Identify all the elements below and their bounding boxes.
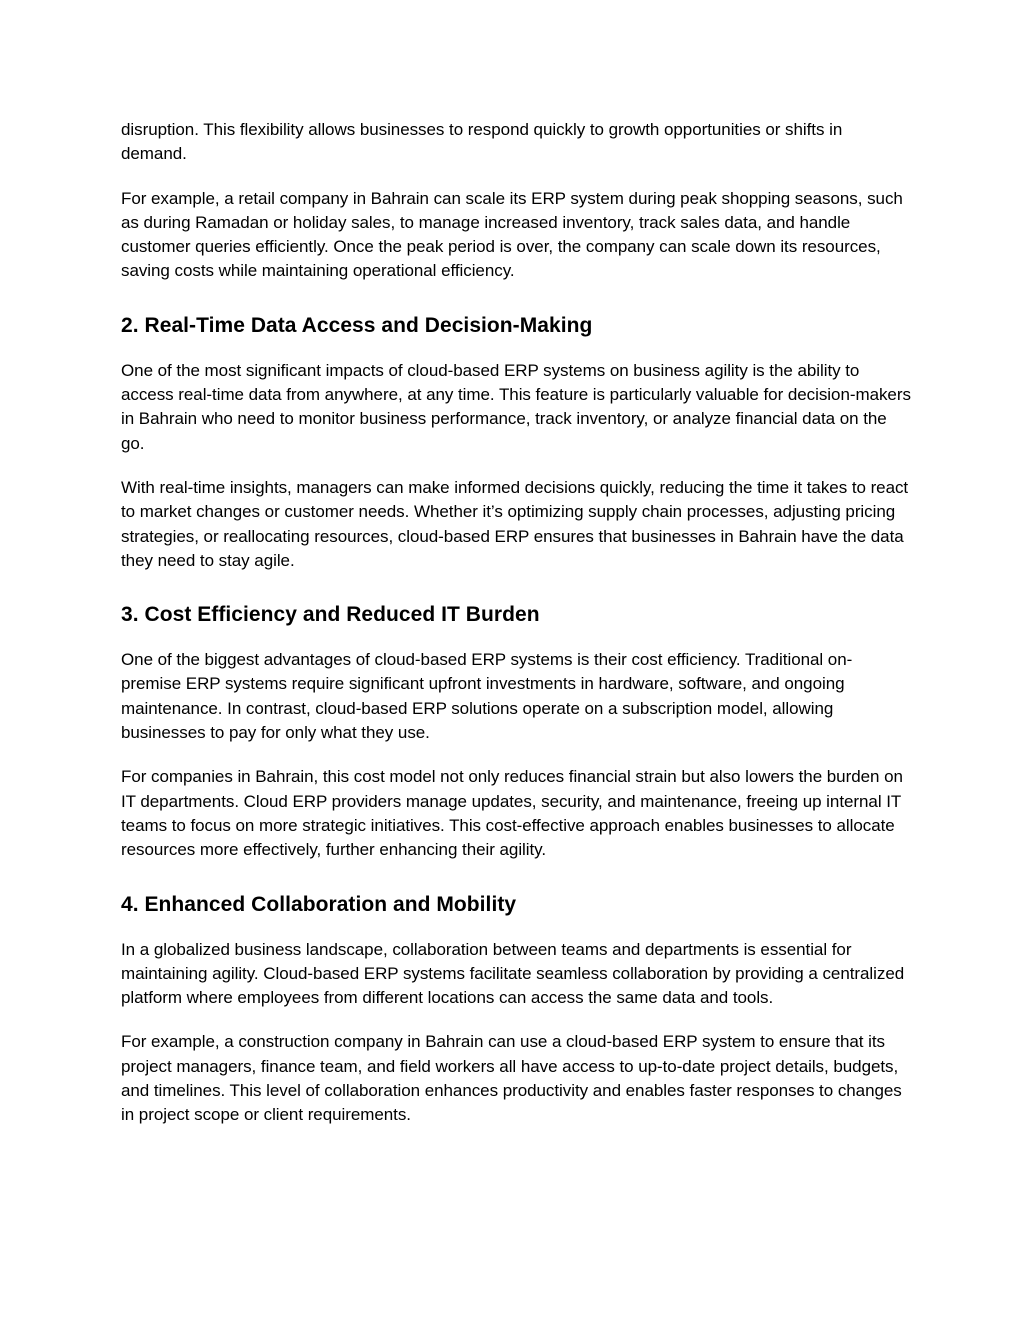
paragraph-collaboration-global: In a globalized business landscape, collaboration between teams and departments is essential for maintaining agility. Cloud-based ERP systems facilitate seamless collaboration by providing a centralized platform where employees from different locations can access the same data and tools. <box>121 939 905 1008</box>
heading-real-time-data: 2. Real-Time Data Access and Decision-Making <box>121 313 593 337</box>
paragraph-disruption: disruption. This flexibility allows businesses to respond quickly to growth opportunities or shifts in demand. <box>121 120 843 164</box>
paragraph-cost-advantages: One of the biggest advantages of cloud-based ERP systems is their cost efficiency. Traditional on-premise ERP systems require significant upfront investments in hardware, software, and ongoing maintenance. In contrast, cloud-based ERP solutions operate on a subscription model, allowing businesses to pay for only what they use. <box>121 650 853 743</box>
paragraph-construction-example: For example, a construction company in Bahrain can use a cloud-based ERP system to ensure that its project managers, finance team, and field workers all have access to up-to-date project details, budgets, and timelines. This level of collaboration enhances productivity and enables faster responses to changes in project scope or client requirements. <box>121 1032 902 1125</box>
paragraph-retail-example: For example, a retail company in Bahrain can scale its ERP system during peak shopping seasons, such as during Ramadan or holiday sales, to manage increased inventory, track sales data, and handle customer queries efficiently. Once the peak period is over, the company can scale down its resources, saving costs while maintaining operational efficiency. <box>121 188 903 281</box>
paragraph-real-time-insights: With real-time insights, managers can make informed decisions quickly, reducing the time it takes to react to market changes or customer needs. Whether it’s optimizing supply chain processes, adjusting pricing strategies, or reallocating resources, cloud-based ERP ensures that businesses in Bahrain have the data they need to stay agile. <box>121 477 909 570</box>
document-page <box>121 118 911 1148</box>
heading-collaboration: 4. Enhanced Collaboration and Mobility <box>121 892 517 916</box>
heading-cost-efficiency: 3. Cost Efficiency and Reduced IT Burden <box>121 603 540 627</box>
paragraph-cost-bahrain: For companies in Bahrain, this cost model not only reduces financial strain but also lowers the burden on IT departments. Cloud ERP providers manage updates, security, and maintenance, freeing up internal IT teams to focus on more strategic initiatives. This cost-effective approach enables businesses to allocate resources more effectively, further enhancing their agility. <box>121 767 903 860</box>
paragraph-real-time-impact: One of the most significant impacts of cloud-based ERP systems on business agility is the ability to access real-time data from anywhere, at any time. This feature is particularly valuable for decision-makers in Bahrain who need to monitor business performance, track inventory, or analyze financial data on the go. <box>121 360 911 453</box>
